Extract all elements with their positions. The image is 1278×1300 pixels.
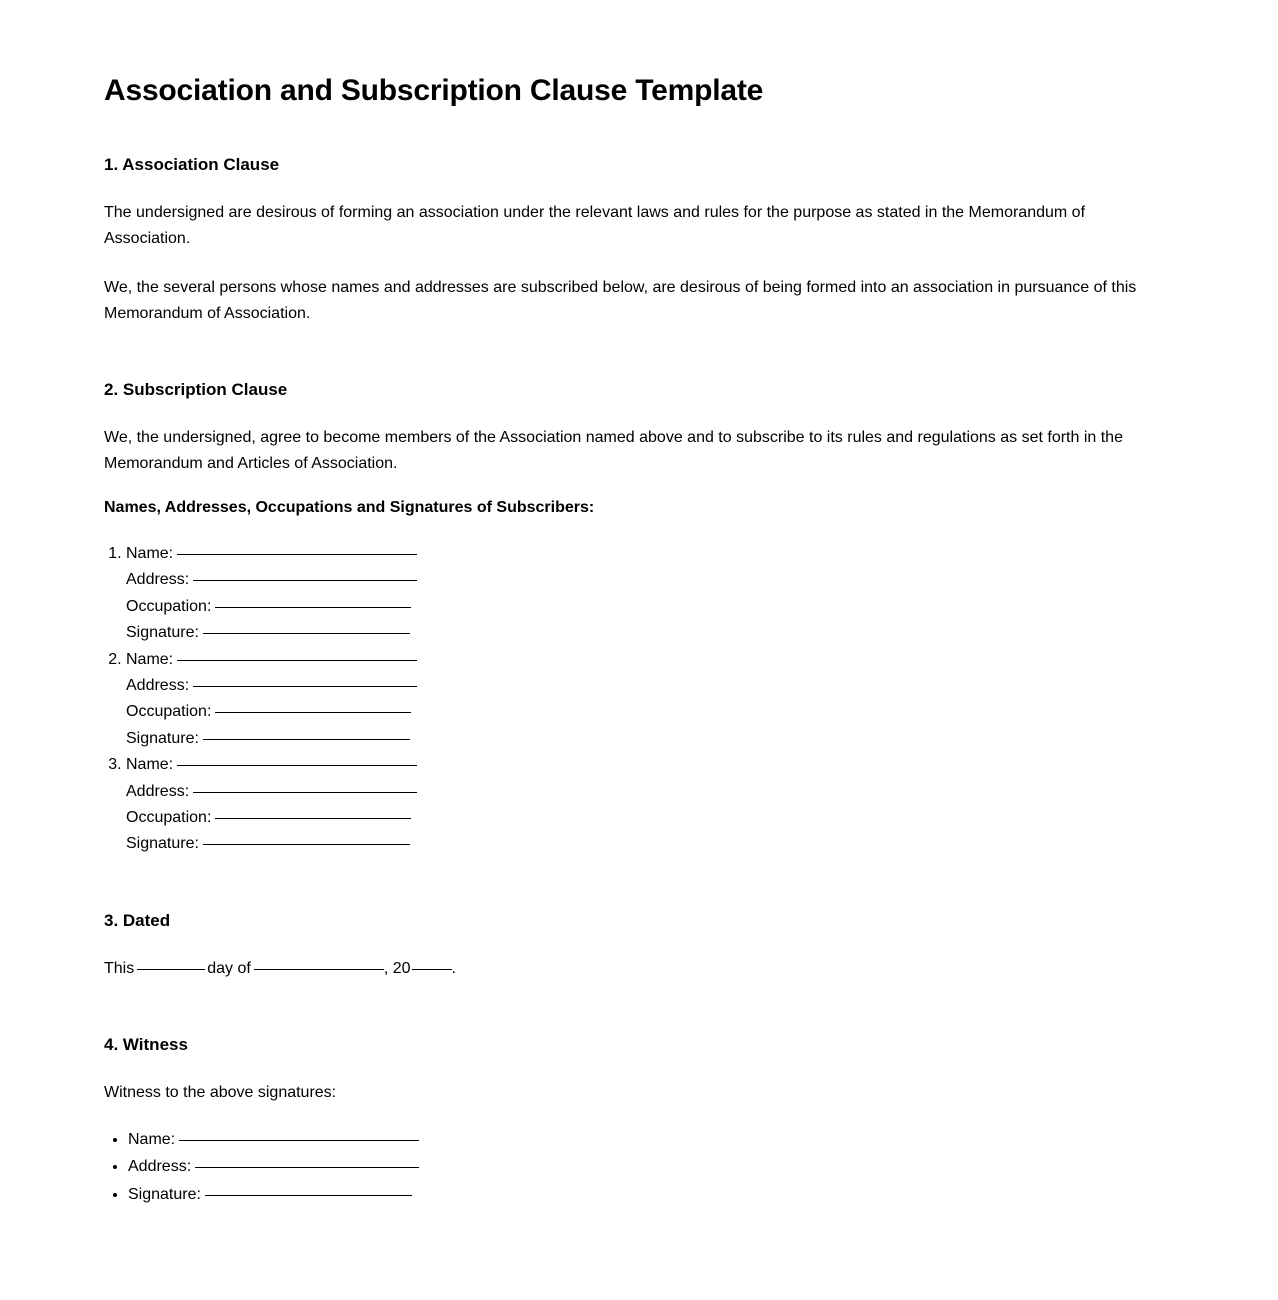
subscriber-address-field xyxy=(126,673,1174,699)
subscriber-address-label: Address: xyxy=(126,782,190,800)
witness-address-blank[interactable] xyxy=(195,1167,419,1168)
subscribers-list xyxy=(104,541,1174,858)
subscriber-signature-blank[interactable] xyxy=(203,844,410,845)
subscribers-label: Names, Addresses, Occupations and Signatures of Subscribers: xyxy=(104,499,595,517)
dated-month-blank[interactable] xyxy=(254,969,384,970)
witness-signature-blank[interactable] xyxy=(205,1195,412,1196)
subscriber-name-blank[interactable] xyxy=(177,765,417,766)
subscriber-occupation-label: Occupation: xyxy=(126,597,212,615)
list-item xyxy=(128,1181,1174,1209)
subscriber-address-blank[interactable] xyxy=(193,686,417,687)
dated-day-blank[interactable] xyxy=(137,969,205,970)
subscriber-signature-field xyxy=(126,831,1174,857)
section-heading-subscription-clause: 2. Subscription Clause xyxy=(104,380,288,400)
dated-suffix-label: . xyxy=(451,959,456,977)
subscriber-signature-label: Signature: xyxy=(126,729,199,747)
subscriber-address-label: Address: xyxy=(126,676,190,694)
witness-intro-text: Witness to the above signatures: xyxy=(104,1083,337,1101)
subscriber-name-label: Name: xyxy=(126,756,174,774)
subscriber-signature-blank[interactable] xyxy=(203,739,410,740)
subscriber-name-blank[interactable] xyxy=(177,660,417,661)
subscriber-occupation-label: Occupation: xyxy=(126,808,212,826)
subscriber-occupation-field xyxy=(126,594,1174,620)
page-title: Association and Subscription Clause Template xyxy=(104,74,764,107)
subscriber-signature-field xyxy=(126,620,1174,646)
subscriber-name-field xyxy=(126,647,1174,673)
section-heading-association-clause: 1. Association Clause xyxy=(104,154,280,174)
subscriber-signature-label: Signature: xyxy=(126,835,199,853)
subscriber-name-field xyxy=(126,752,1174,778)
subscriber-signature-label: Signature: xyxy=(126,624,199,642)
subscriber-occupation-blank[interactable] xyxy=(215,712,411,713)
subscription-paragraph-1: We, the undersigned, agree to become members of the Association named above and to subscribe to its rules and regulations as set forth in the Memorandum and Articles of Association. xyxy=(104,429,1123,473)
subscriber-occupation-blank[interactable] xyxy=(215,607,411,608)
association-paragraph-1: The undersigned are desirous of forming an association under the relevant laws and rules for the purpose as stated in the Memorandum of Association. xyxy=(104,203,1086,247)
subscriber-address-field xyxy=(126,779,1174,805)
subscriber-signature-blank[interactable] xyxy=(203,633,410,634)
list-item xyxy=(126,541,1174,647)
subscriber-address-label: Address: xyxy=(126,571,190,589)
subscriber-address-blank[interactable] xyxy=(193,580,417,581)
list-item xyxy=(126,647,1174,753)
subscriber-address-field xyxy=(126,567,1174,593)
subscriber-occupation-field xyxy=(126,699,1174,725)
witness-fields-list xyxy=(104,1126,1174,1209)
subscriber-occupation-label: Occupation: xyxy=(126,703,212,721)
subscriber-occupation-field xyxy=(126,805,1174,831)
subscriber-address-blank[interactable] xyxy=(193,792,417,793)
dated-year-prefix-label: , 20 xyxy=(383,959,411,977)
witness-address-label: Address: xyxy=(128,1158,192,1176)
subscriber-name-field xyxy=(126,541,1174,567)
witness-name-label: Name: xyxy=(128,1130,176,1148)
section-heading-dated: 3. Dated xyxy=(104,910,171,930)
subscriber-name-label: Name: xyxy=(126,650,174,668)
dated-line xyxy=(104,956,1174,982)
dated-prefix-label: This xyxy=(104,959,135,977)
list-item xyxy=(126,752,1174,858)
dated-middle-label: day of xyxy=(207,959,251,977)
list-item xyxy=(128,1153,1174,1181)
section-dated xyxy=(104,910,1174,982)
section-witness xyxy=(104,1034,1174,1209)
section-heading-witness: 4. Witness xyxy=(104,1034,188,1054)
section-subscription-clause xyxy=(104,379,1174,858)
subscriber-name-label: Name: xyxy=(126,545,174,563)
subscriber-name-blank[interactable] xyxy=(177,554,417,555)
witness-signature-label: Signature: xyxy=(128,1185,201,1203)
list-item xyxy=(128,1126,1174,1154)
subscriber-occupation-blank[interactable] xyxy=(215,818,411,819)
subscriber-signature-field xyxy=(126,726,1174,752)
witness-name-blank[interactable] xyxy=(179,1140,419,1141)
section-association-clause xyxy=(104,154,1174,328)
association-paragraph-2: We, the several persons whose names and addresses are subscribed below, are desirous of being formed into an association in pursuance of this Memorandum of Association. xyxy=(104,279,1137,323)
dated-year-blank[interactable] xyxy=(412,969,452,970)
